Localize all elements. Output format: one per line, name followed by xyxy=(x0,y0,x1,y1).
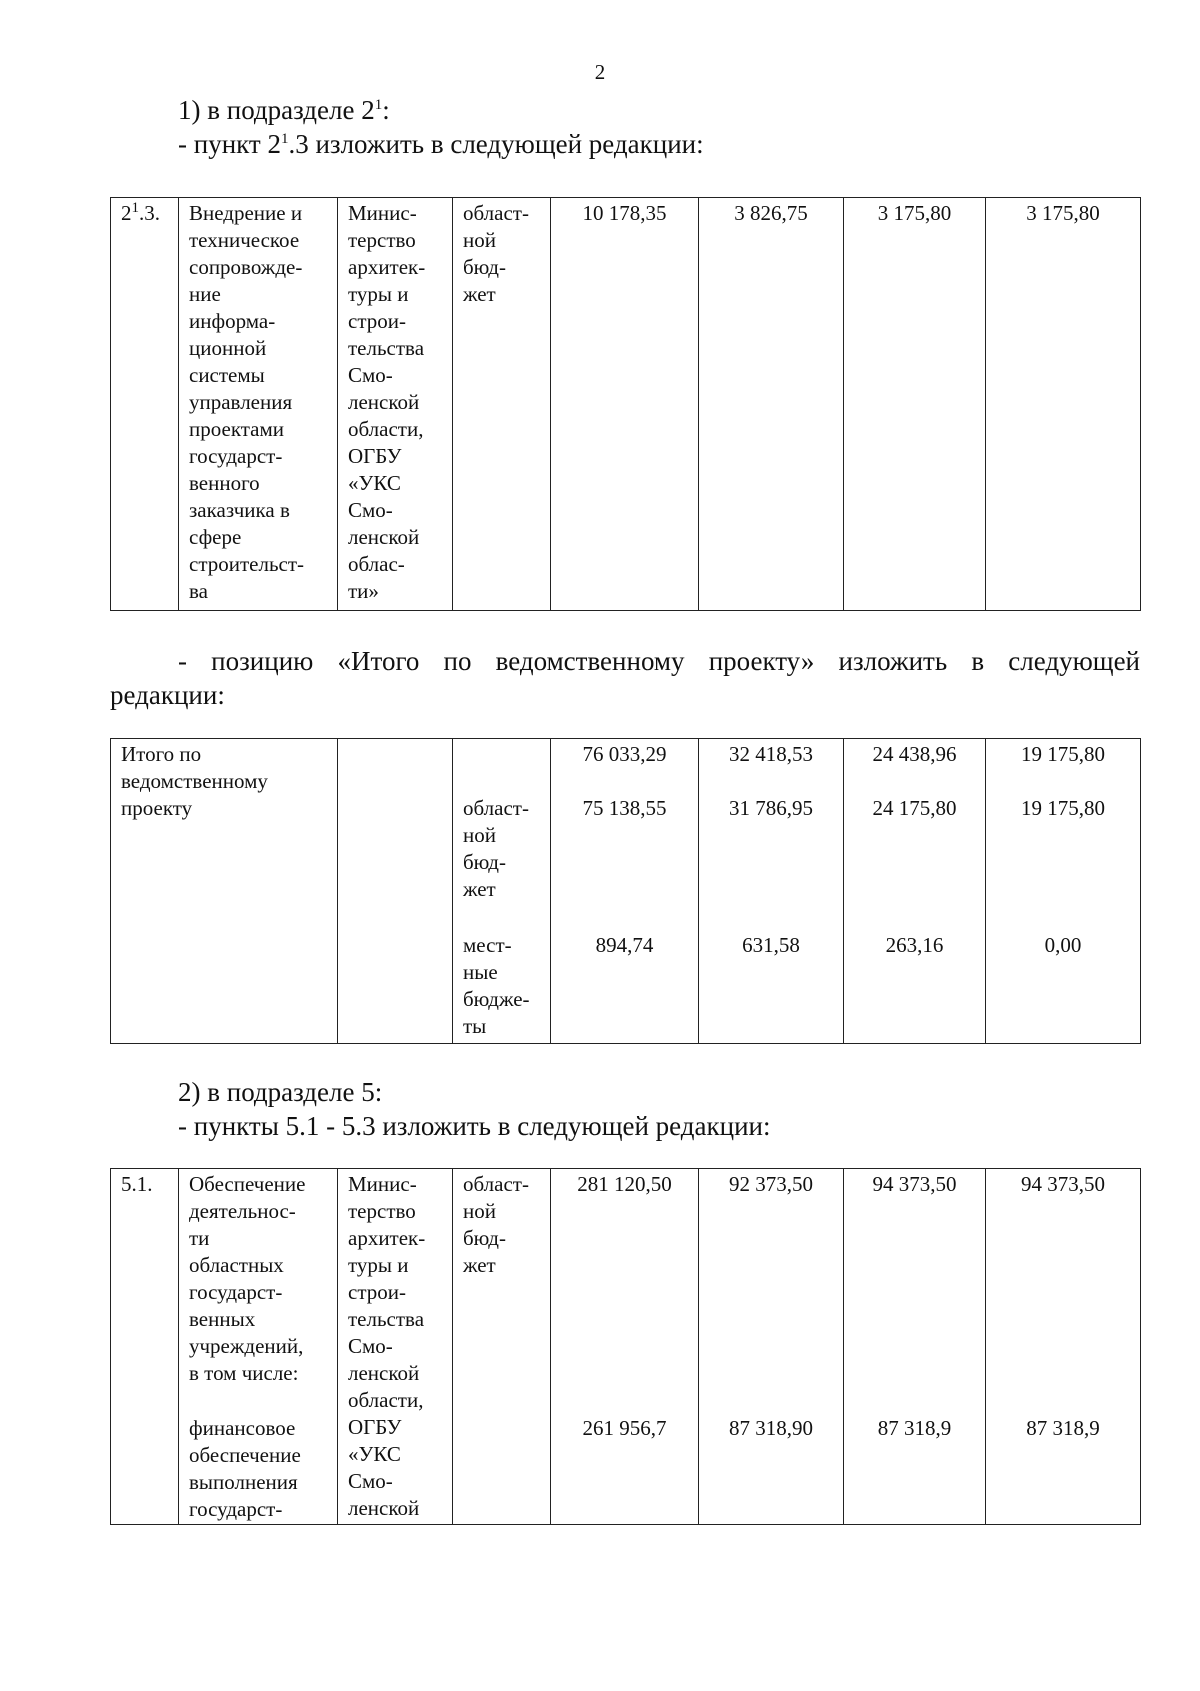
section-1-heading-superscript: 1 xyxy=(374,97,383,113)
total-value-local: 894,74 xyxy=(595,933,654,957)
sources-column xyxy=(453,739,551,1044)
table-item-5-1 xyxy=(110,1168,1141,1525)
empty-executor-cell xyxy=(338,739,453,1044)
section-1-item-superscript: 1 xyxy=(280,131,289,147)
table-total-project xyxy=(110,738,1141,1044)
total-value-all: 76 033,29 xyxy=(582,742,667,766)
value-year-2-main: 94 373,50 xyxy=(872,1172,957,1196)
section-1b-line-1: - позицию «Итого по ведомственному проекту» изложить в следующей xyxy=(178,646,1140,676)
row-number-superscript: 1 xyxy=(131,200,139,216)
value-total-cell: 10 178,35 xyxy=(551,198,699,611)
section-2-item: - пункты 5.1 - 5.3 изложить в следующей редакции: xyxy=(178,1111,771,1141)
table-row xyxy=(111,739,1141,1044)
value-total-main: 281 120,50 xyxy=(577,1172,672,1196)
value-total-cell xyxy=(551,1169,699,1525)
value-year-1-sub: 87 318,90 xyxy=(729,1416,813,1440)
measure-name-part-1: Обеспечение деятельнос- ти областных государст- венных учреждений, в том числе: xyxy=(189,1172,306,1385)
measure-name-part-2: финансовое обеспечение выполнения государст- xyxy=(189,1416,301,1521)
value-year-2-sub: 87 318,9 xyxy=(877,1416,952,1440)
year-2-value-regional: 24 175,80 xyxy=(872,796,957,820)
value-year-2-cell: 3 175,80 xyxy=(844,198,986,611)
executor-cell: Минис- терство архитек- туры и строи- тельства Смо- ленской области, ОГБУ «УКС Смо- ленской облас- ти» xyxy=(338,198,453,611)
year-3-value-all: 19 175,80 xyxy=(1021,742,1105,766)
year-1-value-local: 631,58 xyxy=(742,933,800,957)
table-item-2-1-3 xyxy=(110,197,1141,611)
table-row xyxy=(111,198,1141,611)
value-year-1-main: 92 373,50 xyxy=(729,1172,813,1196)
row-number: 2 xyxy=(121,201,132,225)
value-year-1-cell: 3 826,75 xyxy=(699,198,844,611)
year-1-value-regional: 31 786,95 xyxy=(729,796,813,820)
value-year-2-cell xyxy=(844,1169,986,1525)
section-1b-line-2: редакции: xyxy=(110,680,225,710)
year-2-value-all: 24 438,96 xyxy=(872,742,957,766)
section-1-item-suffix: .3 изложить в следующей редакции: xyxy=(288,129,704,159)
value-total-sub: 261 956,7 xyxy=(582,1416,667,1440)
source-regional: област- ной бюд- жет xyxy=(463,796,529,901)
section-1-item xyxy=(178,128,704,161)
year-3-value-local: 0,00 xyxy=(1044,933,1082,957)
source-local: мест- ные бюдже- ты xyxy=(463,933,530,1038)
funding-source-cell: област- ной бюд- жет xyxy=(453,1169,551,1525)
value-year-1-cell xyxy=(699,1169,844,1525)
page-number: 2 xyxy=(594,60,606,84)
value-year-3-main: 94 373,50 xyxy=(1021,1172,1105,1196)
year-1-value-all: 32 418,53 xyxy=(729,742,813,766)
table-row xyxy=(111,1169,1141,1525)
year-3-values-column xyxy=(986,739,1141,1044)
funding-source-cell: област- ной бюд- жет xyxy=(453,198,551,611)
section-1-heading xyxy=(178,94,390,127)
total-values-column xyxy=(551,739,699,1044)
section-1-item-text: - пункт 2 xyxy=(178,129,281,159)
year-2-value-local: 263,16 xyxy=(885,933,944,957)
total-value-regional: 75 138,55 xyxy=(582,796,667,820)
section-1-heading-text: 1) в подразделе 2 xyxy=(178,95,375,125)
row-number-cell xyxy=(111,198,179,611)
year-3-value-regional: 19 175,80 xyxy=(1021,796,1105,820)
value-year-3-cell xyxy=(986,1169,1141,1525)
value-year-3-cell: 3 175,80 xyxy=(986,198,1141,611)
year-2-values-column xyxy=(844,739,986,1044)
total-label-cell: Итого по ведомственному проекту xyxy=(111,739,338,1044)
row-number-cell: 5.1. xyxy=(111,1169,179,1525)
measure-name-cell xyxy=(179,1169,338,1525)
row-number-suffix: .3. xyxy=(139,201,160,225)
section-2-heading: 2) в подразделе 5: xyxy=(178,1077,383,1107)
section-1-heading-colon: : xyxy=(382,95,390,125)
executor-cell: Минис- терство архитек- туры и строи- тельства Смо- ленской области, ОГБУ «УКС Смо- ленской xyxy=(338,1169,453,1525)
year-1-values-column xyxy=(699,739,844,1044)
source-total xyxy=(453,739,550,795)
measure-name-cell: Внедрение и техническое сопровожде- ние информа- ционной системы управления проектами государст- венного заказчика в сфере строительст- ва xyxy=(179,198,338,611)
value-year-3-sub: 87 318,9 xyxy=(1026,1416,1100,1440)
